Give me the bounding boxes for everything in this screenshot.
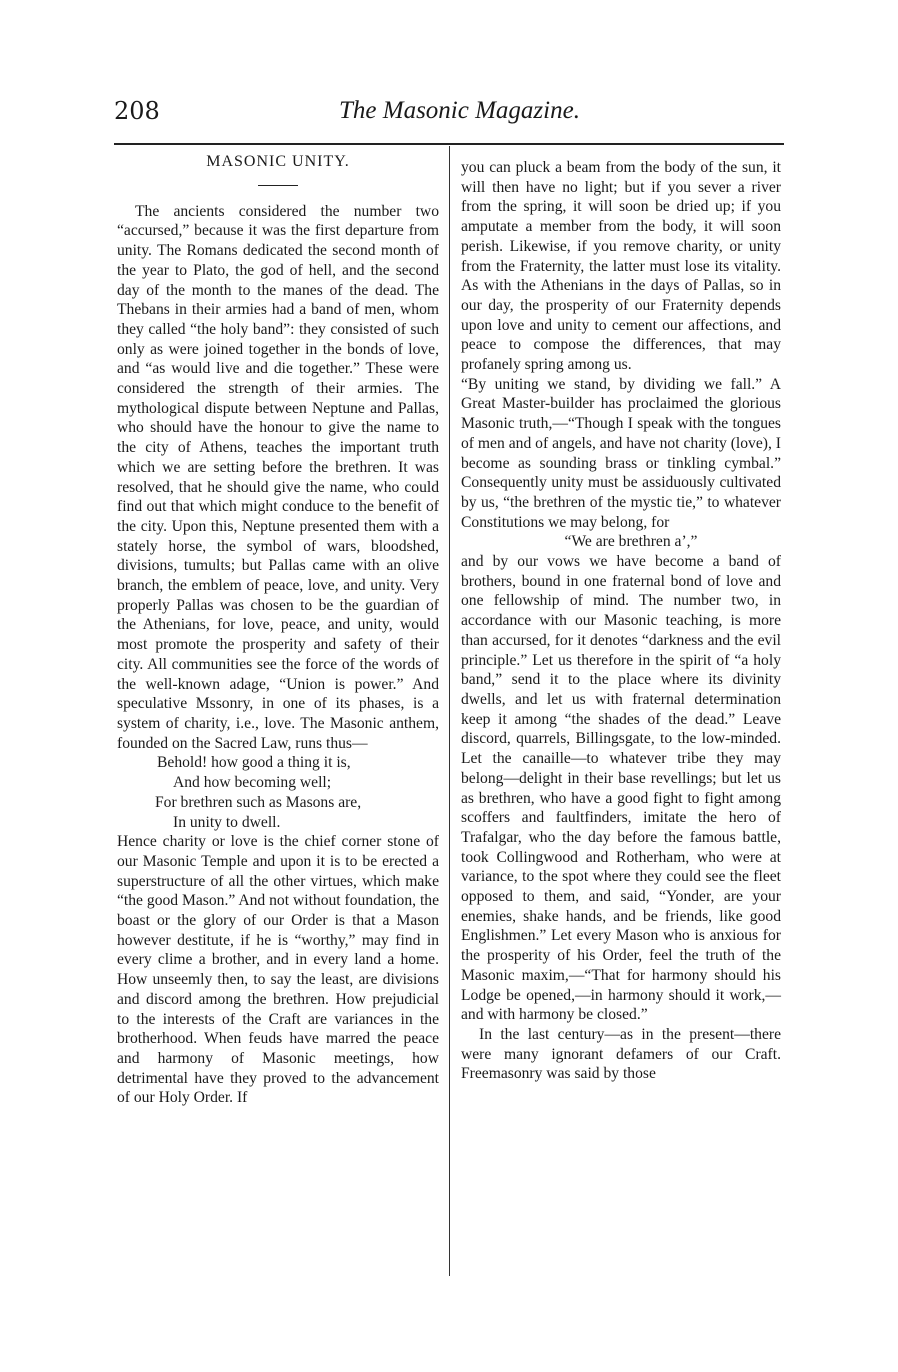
verse-line: In unity to dwell. (173, 813, 281, 831)
verse-line: Behold! how good a thing it is, (157, 754, 351, 772)
article-title: MASONIC UNITY. (206, 153, 350, 170)
paragraph: Hence charity or love is the chief corner stone of our Masonic Temple and upon it is to be erected a superstructure of all the other virtues, which make “the good Mason.” And not without foundation, the boast or the glory of our Order is that a Mason however destitute, if he is “worthy,” may find in every clime a brother, and in every land a home. How unseemly then, to say the least, are divisions and discord among the brethren. How prejudicial to the interests of the Craft are variances in the brotherhood. When feuds have marred the peace and harmony of Masonic meetings, how detrimental have they proved to the advancement of our Holy Order. If (117, 833, 439, 1107)
column-divider (449, 146, 450, 1276)
title-rule (258, 185, 298, 186)
verse-line: For brethren such as Masons are, (155, 793, 362, 811)
paragraph: you can pluck a beam from the body of the sun, it will then have no light; but if you sever a river from the spring, it will soon be dried up; if you amputate a member from the body, it will soon perish. Likewise, if you remove charity, or unity from the Fraternity, the latter must lose its vitality. As with the Athenians in the days of Pallas, so in our day, the prosperity of our Fraternity depends upon love and unity to cement our affections, and peace to compose the differences, that may profanely spring among us. (461, 159, 781, 374)
running-title: The Masonic Magazine. (339, 97, 580, 124)
paragraph: “By uniting we stand, by dividing we fall.” A Great Master-builder has proclaimed the glorious Masonic truth,—“Though I speak with the tongues of men and of angels, and have not charity (love), I become as sounding brass or tinkling cymbal.” Consequently unity must be assiduously cultivated by us, “the brethren of the mystic tie,” to whatever Constitutions we may belong, for (461, 375, 781, 531)
paragraph: and by our vows we have become a band of brothers, bound in one fraternal bond of love and one fellowship of mind. The number two, in accordance with our Masonic teaching, is more than accursed, for it denotes “darkness and the evil principle.” Let us therefore in the spirit of “a holy band,” send it to the place where its divinity dwells, and let us with fraternal determination keep it among “the shades of the dead.” Leave discord, quarrels, Billingsgate, to the low-minded. Let the canaille—to whatever tribe they may belong—delight in their base revellings; but let us as brethren, who have a good fight to fight among scoffers and faultfinders, imitate the hero of Trafalgar, who the day before the famous battle, took Collingwood and Rotherham, who were at variance, to the spot where they could see the fleet opposed to them, and said, “Yonder, are your enemies, shake hands, and be friends, like good Englishmen.” Let every Mason who is anxious for the prosperity of his Order, feel the truth of the Masonic maxim,—“That for harmony should his Lodge be opened,—in harmony should it work,—and with harmony be closed.” (461, 553, 781, 1024)
paragraph: In the last century—as in the present—there were many ignorant defamers of our Craft. Freemasonry was said by those (461, 1025, 781, 1083)
page-header (114, 97, 784, 137)
quote: “We are brethren a’,” (564, 533, 698, 551)
paragraph: The ancients considered the number two “accursed,” because it was the first departure from unity. The Romans dedicated the second month of the year to Plato, the god of hell, and the second day of the month to the manes of the dead. The Thebans in their armies had a band of men, whom they called “the holy band”: they consisted of such only as were joined together in the bonds of love, and “as would live and die together.” These were considered the strength of their armies. The mythological dispute between Neptune and Pallas, who should have the honour to give the name to the city of Athens, teaches the important truth which we are setting before the brethren. It was resolved, that he should give the name, who could find out that which might conduce to the benefit of the city. Upon this, Neptune presented them with a stately horse, the symbol of wars, bloodshed, divisions, tumults; but Pallas came with an olive branch, the emblem of peace, love, and unity. Very properly Pallas was chosen to be the guardian of the Athenians, for love, peace, and unity, would most promote the prosperity and safety of their city. All communities see the force of the words of the well-known adage, “Union is power.” And speculative Mssonry, in one of its phases, is a system of charity, i.e., love. The Masonic anthem, founded on the Sacred Law, runs thus— (117, 202, 439, 752)
left-column (117, 152, 439, 1108)
verse-line: And how becoming well; (173, 774, 332, 792)
page-number: 208 (114, 97, 160, 125)
header-rule (114, 143, 784, 145)
right-column (461, 158, 781, 1084)
